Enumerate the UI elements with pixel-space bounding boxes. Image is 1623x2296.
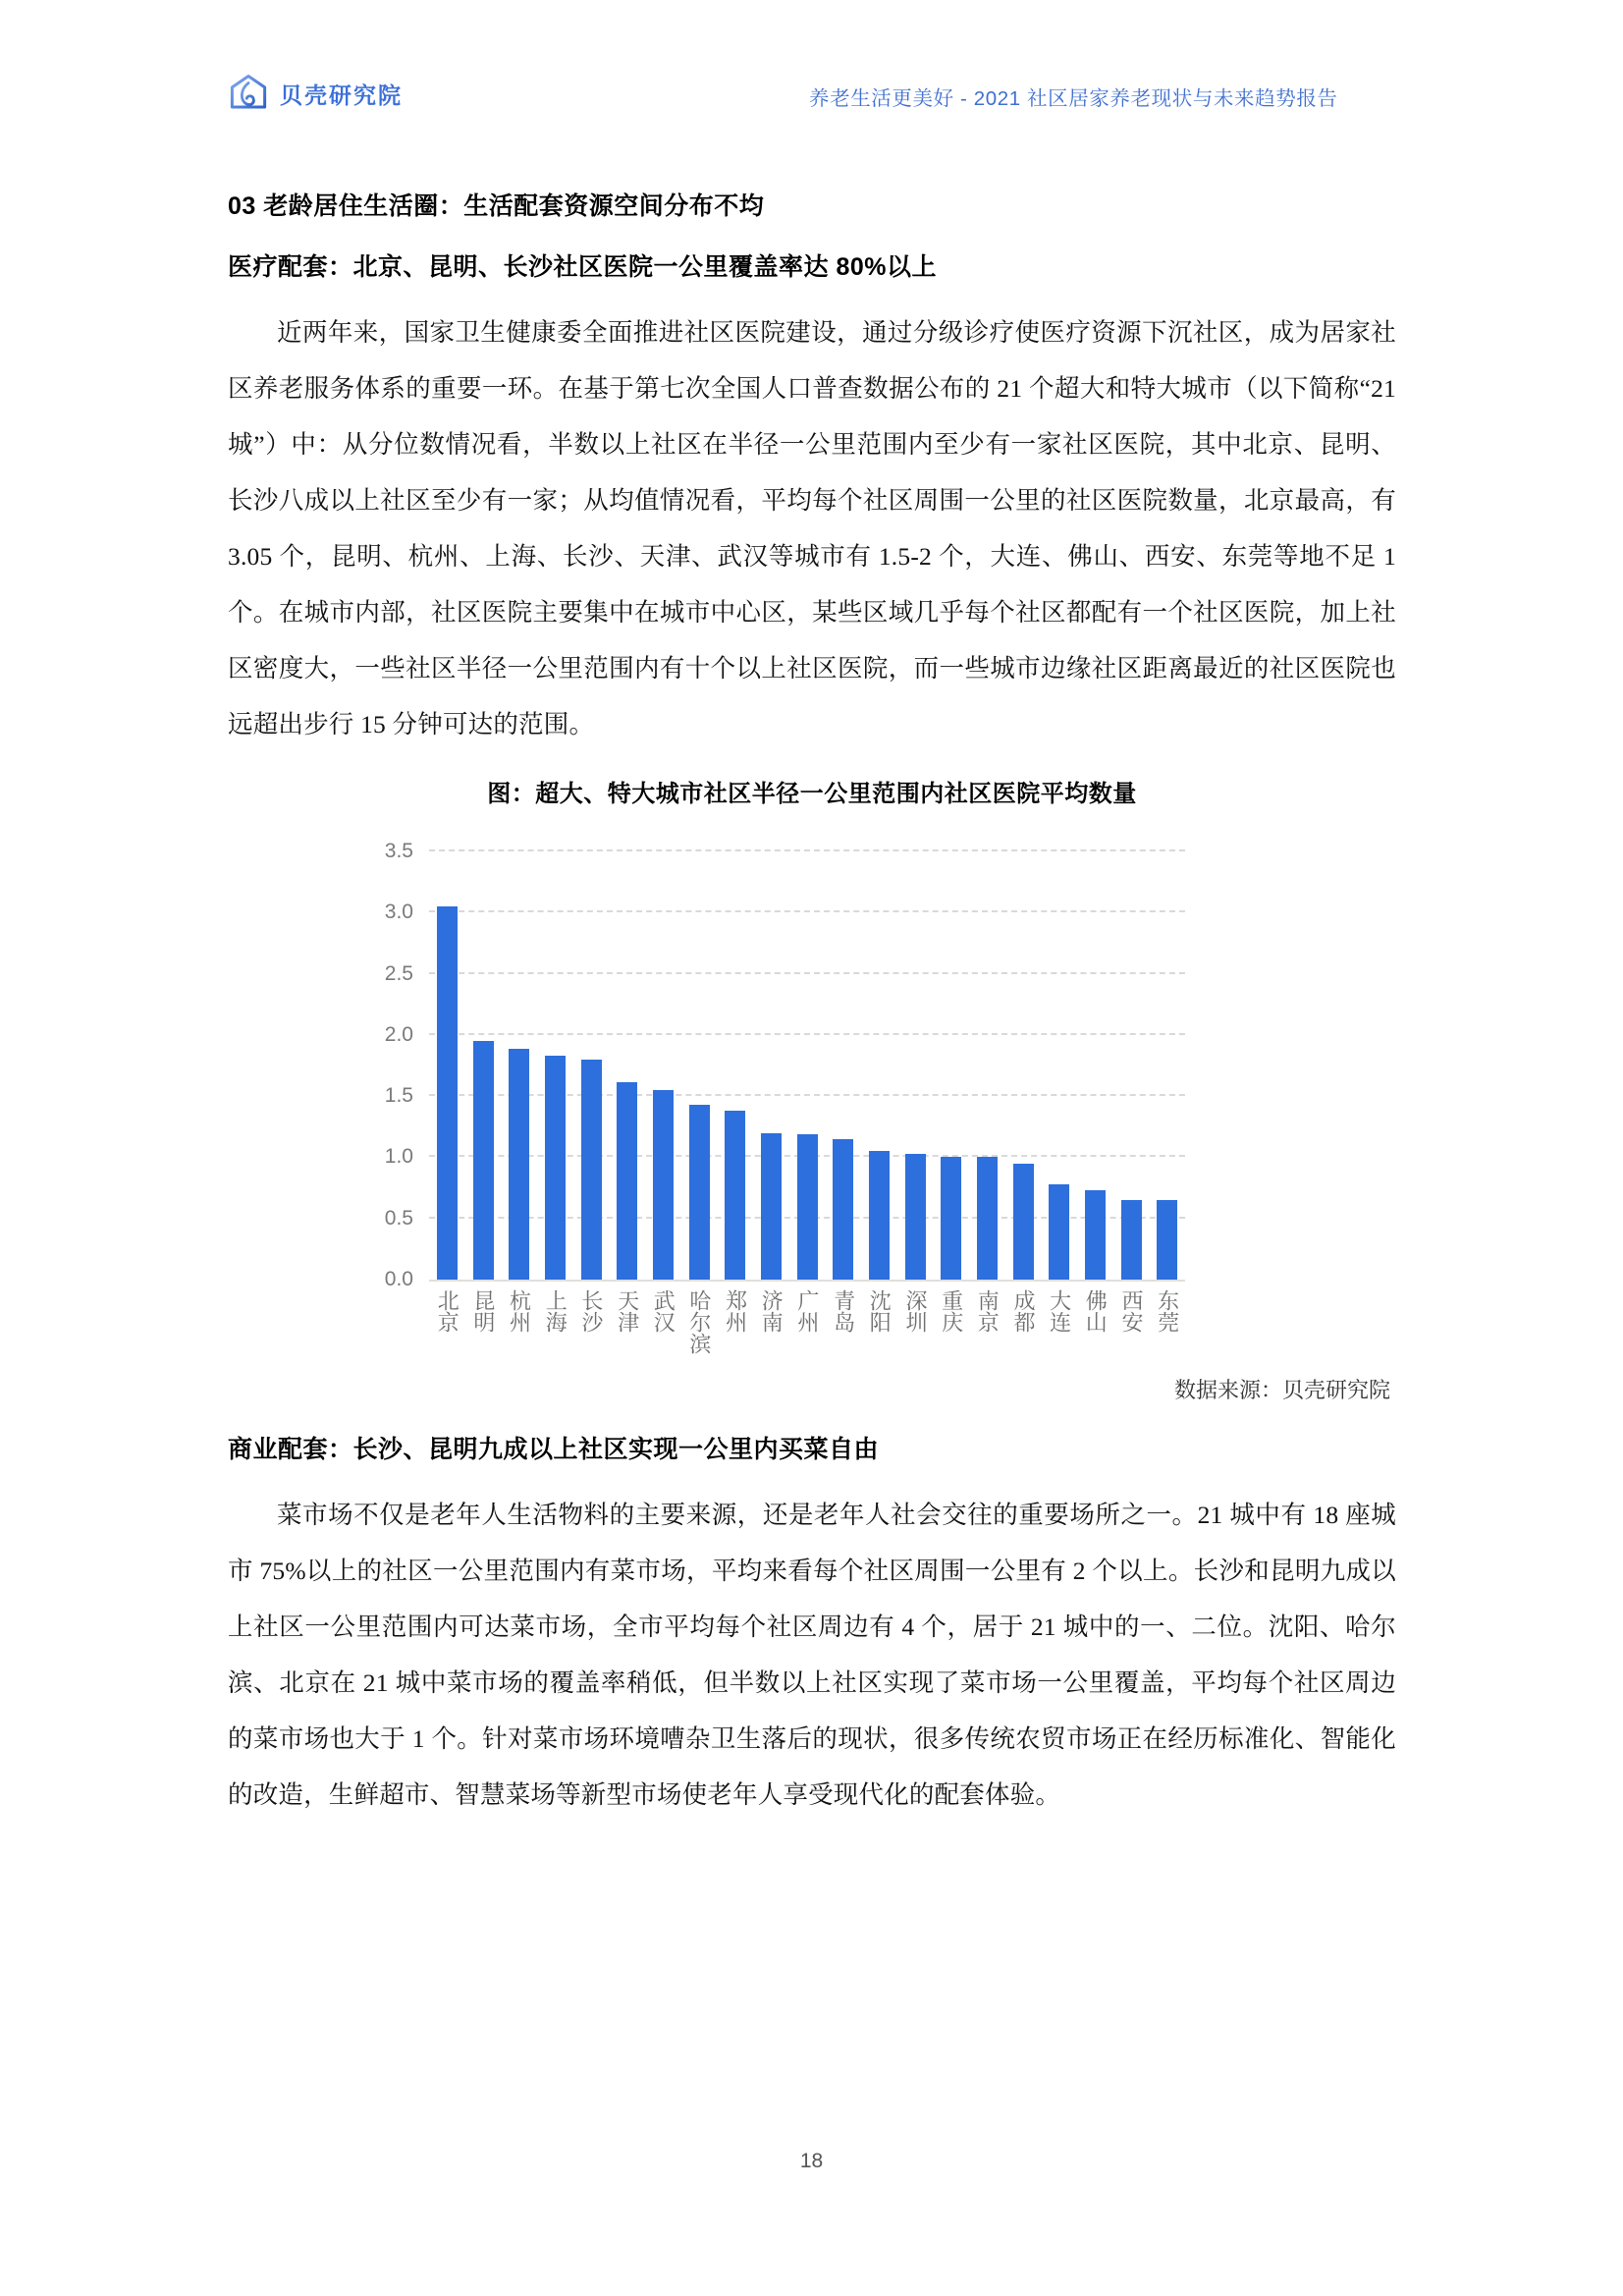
chart-bar: [1049, 1184, 1069, 1280]
chart-bars: [429, 851, 1185, 1280]
chart-x-tick-label: 南京: [975, 1289, 1001, 1333]
chart-x-label-cell: [537, 1289, 573, 1354]
chart-x-label-cell: [1041, 1289, 1077, 1354]
chart-bar: [1121, 1200, 1142, 1280]
chart-y-tick-label: 3.0: [384, 901, 413, 924]
chart-bar: [653, 1090, 674, 1280]
chart-bar-column: [717, 851, 753, 1280]
chart-bar: [581, 1060, 602, 1280]
chart-bar: [545, 1056, 566, 1280]
chart-x-tick-label: 济南: [759, 1289, 784, 1333]
chart-bar-column: [969, 851, 1005, 1280]
chart-x-tick-label: 沈阳: [867, 1289, 893, 1333]
chart-x-tick-label: 西安: [1118, 1289, 1144, 1333]
chart-bar-column: [789, 851, 826, 1280]
page-content: [228, 187, 1396, 1823]
subheading-commercial: 商业配套：长沙、昆明九成以上社区实现一公里内买菜自由: [228, 1436, 880, 1463]
chart-bar: [941, 1157, 961, 1280]
chart-y-tick-label: 3.5: [384, 840, 413, 862]
chart-bar: [869, 1151, 890, 1280]
chart-y-tick-label: 1.0: [384, 1145, 413, 1169]
chart-bar: [473, 1041, 494, 1280]
chart-x-axis-labels: [429, 1289, 1185, 1354]
chart-y-tick-label: 2.5: [384, 961, 413, 985]
chart-x-label-cell: [861, 1289, 897, 1354]
chart-bar-column: [573, 851, 610, 1280]
chart-y-tick-label: 2.0: [384, 1022, 413, 1046]
chart-bar: [761, 1133, 782, 1280]
chart-bar: [905, 1154, 926, 1280]
paragraph-medical: 近两年来，国家卫生健康委全面推进社区医院建设，通过分级诊疗使医疗资源下沉社区，成为居家社区养老服务体系的重要一环。在基于第七次全国人口普查数据公布的 21 个超大和特大城市（以下简称“21 城”）中：从分位数情况看，半数以上社区在半径一公里范围内至少有一家社区医院，其中北京、昆明、长沙八成以上社区至少有一家；从均值情况看，平均每个社区周围一公里的社区医院数量，北京最高，有 3.05 个，昆明、杭州、上海、长沙、天津、武汉等城市有 1.5-2 个，大连、佛山、西安、东莞等地不足 1 个。在城市内部，社区医院主要集中在城市中心区，某些区域几乎每个社区都配有一个社区医院，加上社区密度大，一些社区半径一公里范围内有十个以上社区医院，而一些城市边缘社区距离最近的社区医院也远超出步行 15 分钟可达的范围。: [228, 318, 1396, 738]
chart-x-tick-label: 昆明: [470, 1289, 496, 1333]
chart-bar: [797, 1134, 818, 1280]
chart-bar-column: [1149, 851, 1185, 1280]
brand-logo: [228, 73, 403, 114]
chart-bar-column: [1005, 851, 1042, 1280]
chart-x-tick-label: 东莞: [1155, 1289, 1180, 1333]
chart-x-tick-label: 青岛: [831, 1289, 856, 1333]
chart-bar-column: [825, 851, 861, 1280]
chart-bar-column: [501, 851, 537, 1280]
chart-x-label-cell: [645, 1289, 681, 1354]
chart-y-tick-label: 1.5: [384, 1084, 413, 1108]
chart-x-label-cell: [609, 1289, 645, 1354]
chart-bar: [1085, 1190, 1106, 1280]
chart-bar: [725, 1111, 745, 1280]
beike-shell-logo-icon: [228, 73, 269, 114]
page-header: [0, 73, 1623, 126]
chart-bar-column: [645, 851, 681, 1280]
chart-x-tick-label: 广州: [794, 1289, 820, 1333]
chart-bar-column: [861, 851, 897, 1280]
chart-plot-area: [384, 840, 1185, 1290]
chart-bar-column: [537, 851, 573, 1280]
chart-x-tick-label: 杭州: [507, 1289, 532, 1333]
chart-x-label-cell: [501, 1289, 537, 1354]
chart-bar-column: [1041, 851, 1077, 1280]
chart-x-label-cell: [1149, 1289, 1185, 1354]
chart-x-tick-label: 北京: [435, 1289, 460, 1333]
figure-title: 图：超大、特大城市社区半径一公里范围内社区医院平均数量: [487, 781, 1137, 807]
chart-bar: [689, 1105, 710, 1280]
chart-x-label-cell: [1113, 1289, 1150, 1354]
chart-x-tick-label: 深圳: [902, 1289, 928, 1333]
chart-x-label-cell: [789, 1289, 826, 1354]
page-number: 18: [799, 2150, 824, 2172]
section-heading: 03 老龄居住生活圈：生活配套资源空间分布不均: [228, 192, 765, 220]
chart-bar-column: [609, 851, 645, 1280]
subheading-medical: 医疗配套：北京、昆明、长沙社区医院一公里覆盖率达 80%以上: [228, 253, 937, 281]
chart-x-label-cell: [573, 1289, 610, 1354]
chart-x-tick-label: 郑州: [723, 1289, 748, 1333]
chart-x-label-cell: [933, 1289, 969, 1354]
chart-x-label-cell: [429, 1289, 465, 1354]
chart-x-label-cell: [717, 1289, 753, 1354]
chart-community-hospital-average: [321, 834, 1303, 1364]
chart-x-tick-label: 长沙: [578, 1289, 604, 1333]
chart-bar: [977, 1157, 998, 1280]
chart-x-label-cell: [681, 1289, 718, 1354]
header-report-title: 养老生活更美好 - 2021 社区居家养老现状与未来趋势报告: [809, 87, 1338, 110]
chart-x-label-cell: [825, 1289, 861, 1354]
chart-bar-column: [429, 851, 465, 1280]
chart-bar: [1157, 1200, 1177, 1280]
chart-x-tick-label: 重庆: [939, 1289, 964, 1333]
chart-bar-column: [753, 851, 789, 1280]
brand-name: 贝壳研究院: [280, 82, 403, 108]
chart-y-tick-label: 0.5: [384, 1206, 413, 1230]
chart-bar-column: [1113, 851, 1150, 1280]
paragraph-commercial: 菜市场不仅是老年人生活物料的主要来源，还是老年人社会交往的重要场所之一。21 城中有 18 座城市 75%以上的社区一公里范围内有菜市场，平均来看每个社区周围一公里有 2 个以上。长沙和昆明九成以上社区一公里范围内可达菜市场，全市平均每个社区周边有 4 个，居于 21 城中的一、二位。沈阳、哈尔滨、北京在 21 城中菜市场的覆盖率稍低，但半数以上社区实现了菜市场一公里覆盖，平均每个社区周边的菜市场也大于 1 个。针对菜市场环境嘈杂卫生落后的现状，很多传统农贸市场正在经历标准化、智能化的改造，生鲜超市、智慧菜场等新型市场使老年人享受现代化的配套体验。: [228, 1501, 1396, 1809]
chart-bar: [833, 1139, 853, 1280]
chart-x-label-cell: [897, 1289, 934, 1354]
chart-bar-column: [933, 851, 969, 1280]
chart-bar: [509, 1049, 529, 1280]
chart-bar-column: [1077, 851, 1113, 1280]
chart-bar: [437, 906, 458, 1280]
chart-x-tick-label: 哈尔滨: [686, 1289, 712, 1354]
chart-x-label-cell: [1005, 1289, 1042, 1354]
chart-bar-column: [465, 851, 502, 1280]
chart-x-tick-label: 成都: [1010, 1289, 1036, 1333]
chart-bar: [1013, 1164, 1034, 1280]
chart-bar-column: [897, 851, 934, 1280]
chart-bar: [617, 1082, 637, 1280]
chart-x-tick-label: 天津: [615, 1289, 640, 1333]
chart-x-tick-label: 大连: [1047, 1289, 1072, 1333]
chart-x-label-cell: [969, 1289, 1005, 1354]
chart-x-label-cell: [753, 1289, 789, 1354]
chart-bar-column: [681, 851, 718, 1280]
chart-x-tick-label: 上海: [543, 1289, 568, 1333]
figure-source: 数据来源：贝壳研究院: [1173, 1378, 1390, 1402]
chart-x-label-cell: [465, 1289, 502, 1354]
chart-x-label-cell: [1077, 1289, 1113, 1354]
chart-x-tick-label: 武汉: [651, 1289, 676, 1333]
chart-x-tick-label: 佛山: [1083, 1289, 1109, 1333]
chart-y-tick-label: 0.0: [384, 1268, 413, 1290]
